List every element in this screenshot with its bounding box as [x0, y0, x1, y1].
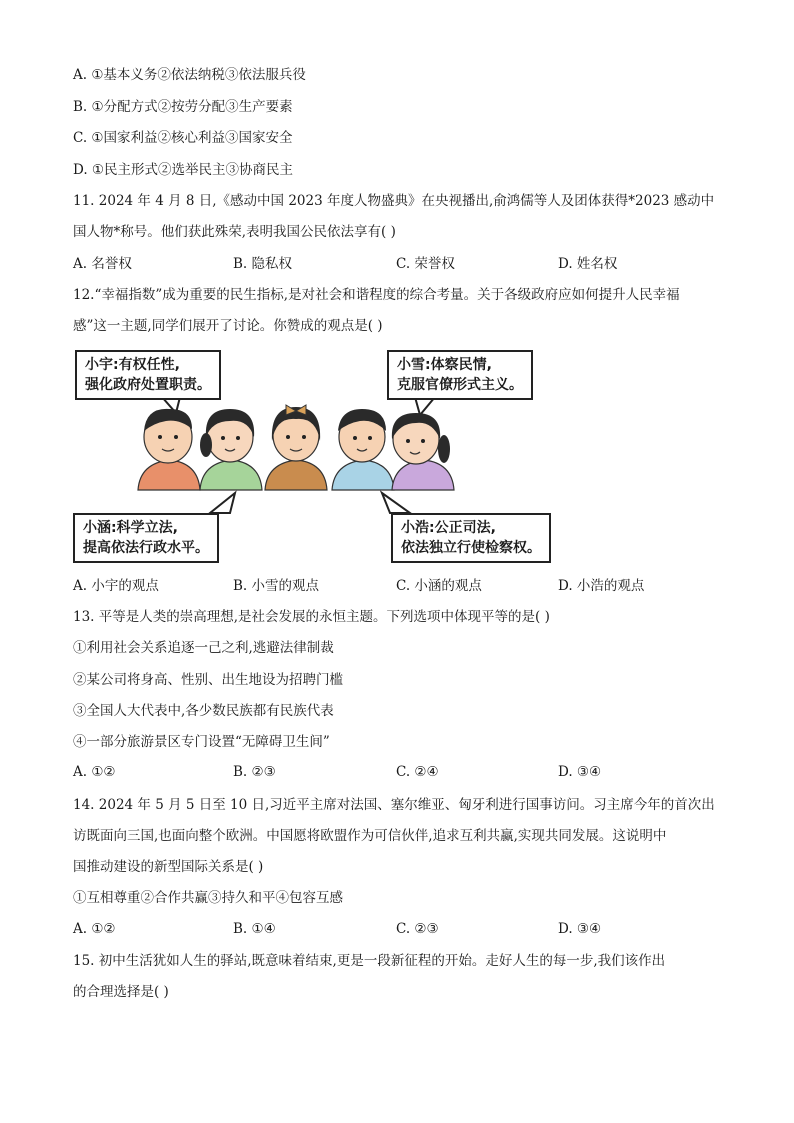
- q12-option-a: A. 小宇的观点: [73, 578, 159, 594]
- q11-option-d: D. 姓名权: [558, 256, 618, 272]
- q13-option-d: D. ③④: [558, 764, 602, 780]
- child-center-figure: [265, 405, 327, 490]
- q13-stem: 13. 平等是人类的崇高理想,是社会发展的永恒主题。下列选项中体现平等的是( ): [73, 609, 550, 625]
- q14-items: ①互相尊重②合作共赢③持久和平④包容互感: [73, 890, 343, 906]
- q10-option-b: B. ①分配方式②按劳分配③生产要素: [73, 99, 293, 115]
- q10-option-d: D. ①民主形式②选举民主③协商民主: [73, 162, 294, 178]
- q10-option-a: A. ①基本义务②依法纳税③依法服兵役: [73, 67, 306, 83]
- q12-stem-line1: 12.“幸福指数”成为重要的民生指标,是对社会和谐程度的综合考量。关于各级政府应如何提升人民幸福: [73, 287, 680, 303]
- speech-bubble-xiaohan: [73, 513, 219, 563]
- q12-options: [73, 576, 733, 596]
- q13-item-2: ②某公司将身高、性别、出生地设为招聘门槛: [73, 672, 343, 688]
- q12-stem-line2: 感”这一主题,同学们展开了讨论。你赞成的观点是( ): [73, 318, 383, 334]
- q12-option-d: D. 小浩的观点: [558, 578, 645, 594]
- q13-item-3: ③全国人大代表中,各少数民族都有民族代表: [73, 703, 334, 719]
- q14-options: [73, 919, 733, 939]
- q12-option-c: C. 小涵的观点: [396, 578, 482, 594]
- q14-option-c: C. ②③: [396, 921, 439, 937]
- q11-stem-line1: 11. 2024 年 4 月 8 日,《感动中国 2023 年度人物盛典》在央视播出,俞鸿儒等人及团体获得*2023 感动中: [73, 193, 715, 209]
- q11-options: [73, 254, 733, 274]
- q11-option-c: C. 荣誉权: [396, 256, 455, 272]
- q14-stem-line3: 国推动建设的新型国际关系是( ): [73, 859, 264, 875]
- xiaohao-line1: 小浩:公正司法,: [401, 520, 496, 536]
- xiaohan-line2: 提高依法行政水平。: [83, 540, 209, 556]
- q13-item-4: ④一部分旅游景区专门设置“无障碍卫生间”: [73, 734, 330, 750]
- q10-option-c: C. ①国家利益②核心利益③国家安全: [73, 130, 293, 146]
- q12-option-b: B. 小雪的观点: [233, 578, 320, 594]
- q14-option-a: A. ①②: [73, 921, 116, 937]
- bubble-tail-xiaohao: [382, 493, 410, 513]
- q11-stem-line2: 国人物*称号。他们获此殊荣,表明我国公民依法享有( ): [73, 224, 396, 240]
- q13-item-1: ①利用社会关系追逐一己之利,逃避法律制裁: [73, 640, 334, 656]
- child-xiaohao-figure: [332, 409, 394, 490]
- speech-bubble-xiaoyu: [75, 350, 221, 400]
- xiaoxue-line1: 小雪:体察民情,: [397, 357, 492, 373]
- q14-option-b: B. ①④: [233, 921, 276, 937]
- xiaohao-line2: 依法独立行使检察权。: [401, 540, 541, 556]
- q15-stem-line2: 的合理选择是( ): [73, 984, 169, 1000]
- xiaoyu-line1: 小宇:有权任性,: [85, 357, 180, 373]
- q14-stem-line1: 14. 2024 年 5 月 5 日至 10 日,习近平主席对法国、塞尔维亚、匈牙利进行国事访问。习主席今年的首次出: [73, 797, 715, 813]
- q13-option-a: A. ①②: [73, 764, 116, 780]
- child-xiaohan-figure: [200, 409, 262, 490]
- xiaoxue-line2: 克服官僚形式主义。: [397, 377, 523, 393]
- xiaoyu-line2: 强化政府处置职责。: [85, 377, 211, 393]
- q13-options: [73, 762, 733, 782]
- q13-option-c: C. ②④: [396, 764, 439, 780]
- bubble-tail-xiaohan: [210, 493, 235, 513]
- xiaohan-line1: 小涵:科学立法,: [83, 520, 178, 536]
- speech-bubble-xiaohao: [391, 513, 551, 563]
- q14-stem-line2: 访既面向三国,也面向整个欧洲。中国愿将欧盟作为可信伙伴,追求互利共赢,实现共同发展。这说明中: [73, 828, 667, 844]
- speech-bubble-xiaoxue: [387, 350, 533, 400]
- child-xiaoyu-figure: [138, 409, 200, 490]
- q13-option-b: B. ②③: [233, 764, 276, 780]
- q15-stem-line1: 15. 初中生活犹如人生的驿站,既意味着结束,更是一段新征程的开始。走好人生的每一步,我们该作出: [73, 953, 666, 969]
- child-xiaoxue-figure: [392, 413, 454, 490]
- q11-option-b: B. 隐私权: [233, 256, 293, 272]
- q11-option-a: A. 名誉权: [73, 256, 132, 272]
- q14-option-d: D. ③④: [558, 921, 602, 937]
